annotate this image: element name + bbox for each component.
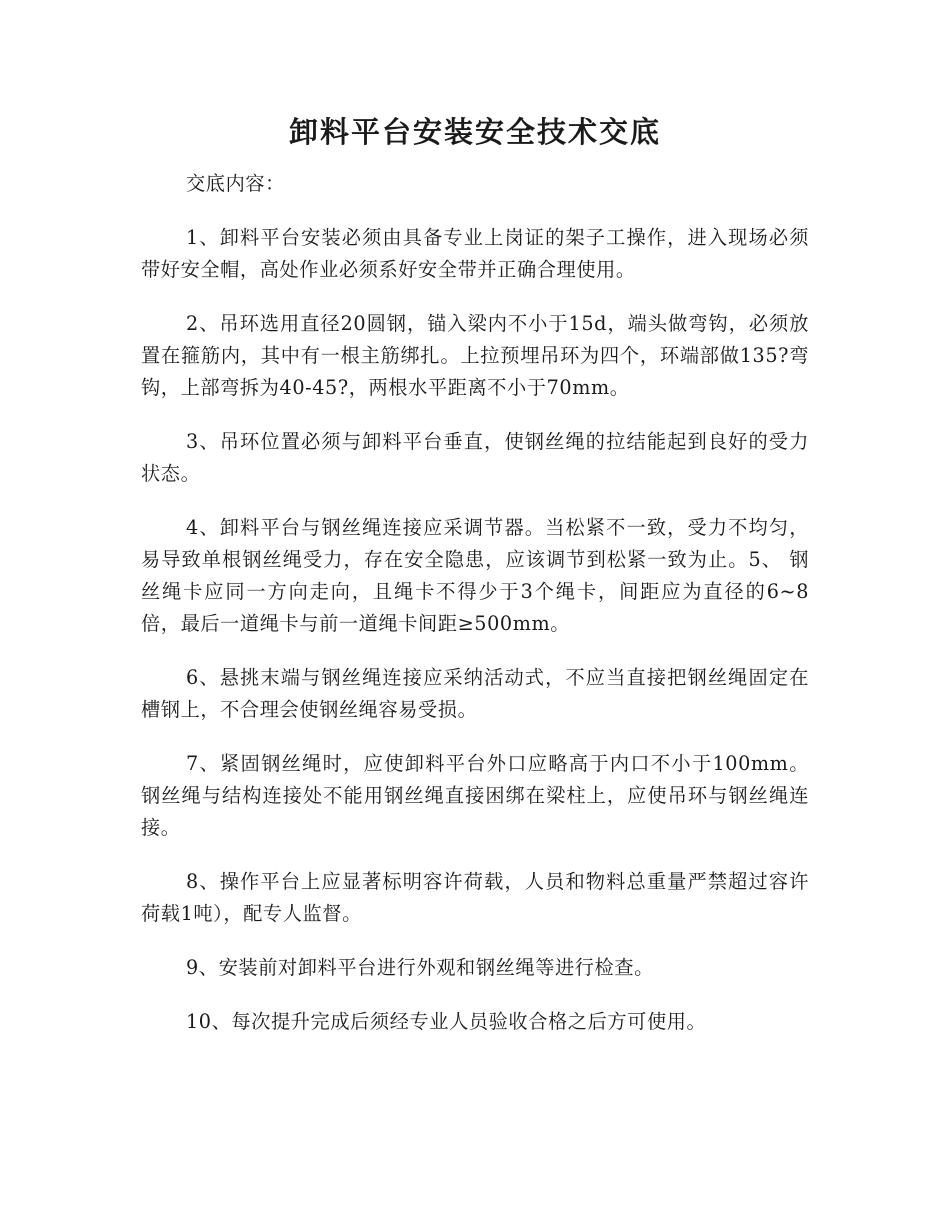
clause-3: 3、吊环位置必须与卸料平台垂直，使钢丝绳的拉结能起到良好的受力状态。 <box>141 430 809 485</box>
intro-text: 交底内容： <box>186 172 285 195</box>
document-title: 卸料平台安装安全技术交底 <box>288 115 661 149</box>
clause-7: 7、紧固钢丝绳时，应使卸料平台外口应略高于内口不小于100mm。钢丝绳与结构连接处不能用钢丝绳直接困绑在梁柱上，应使吊环与钢丝绳连接。 <box>141 752 809 839</box>
clause-1: 1、卸料平台安装必须由具备专业上岗证的架子工操作，进入现场必须带好安全帽，高处作业必须系好安全带并正确合理使用。 <box>141 226 809 281</box>
clause-9: 9、安装前对卸料平台进行外观和钢丝绳等进行检查。 <box>186 956 654 979</box>
clause-2: 2、吊环选用直径20圆钢，锚入梁内不小于15d，端头做弯钩，必须放置在箍筋内，其中有一根主筋绑扎。上拉预埋吊环为四个，环端部做135?弯钩，上部弯拆为40-45?，两根水平距离不小于70mm。 <box>141 312 809 399</box>
clause-10: 10、每次提升完成后须经专业人员验收合格之后方可使用。 <box>186 1010 707 1033</box>
document-body <box>141 168 809 1060</box>
clause-8: 8、操作平台上应显著标明容许荷载，人员和物料总重量严禁超过容许荷载1吨），配专人监督。 <box>141 870 809 925</box>
clause-4-5: 4、卸料平台与钢丝绳连接应采调节器。当松紧不一致，受力不均匀，易导致单根钢丝绳受力，存在安全隐患，应该调节到松紧一致为止。5、 钢丝绳卡应同一方向走向，且绳卡不得少于3个绳卡，间距应为直径的6~8倍，最后一道绳卡与前一道绳卡间距≥500mm。 <box>141 516 809 635</box>
clause-6: 6、悬挑末端与钢丝绳连接应采纳活动式，不应当直接把钢丝绳固定在槽钢上，不合理会使钢丝绳容易受损。 <box>141 666 809 721</box>
